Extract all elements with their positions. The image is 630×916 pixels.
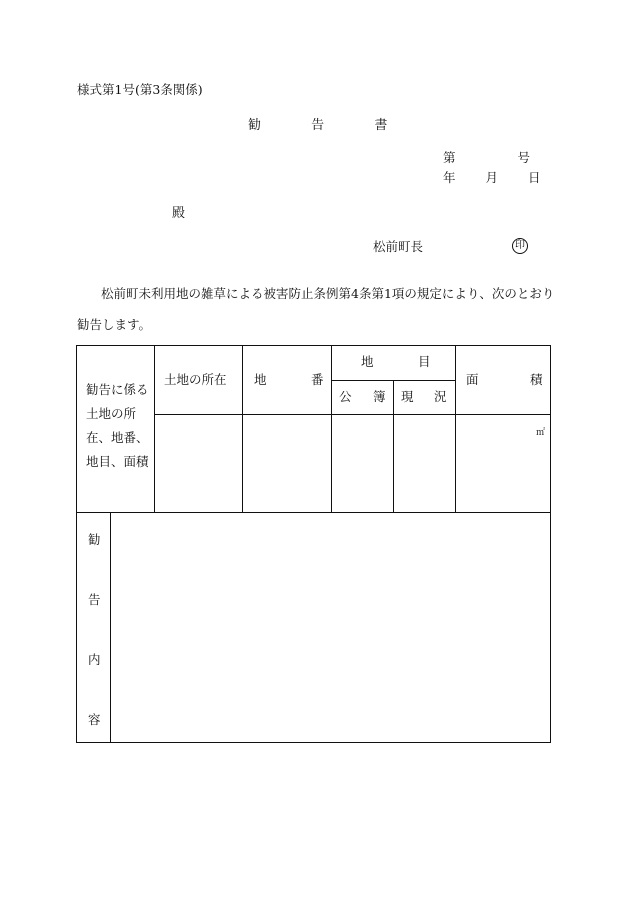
title-char-2: 告: [311, 118, 325, 133]
addressee-honorific: 殿: [172, 206, 186, 221]
row-header-line: 在、地番、: [86, 430, 149, 445]
content-label: [88, 534, 101, 734]
number-suffix: 号: [517, 150, 531, 165]
table-line: [110, 512, 111, 742]
table-line: [455, 346, 456, 512]
document-number: [443, 152, 530, 165]
title-char-3: 書: [374, 118, 388, 133]
col-header-lot-a: 地: [254, 372, 267, 387]
table-header-bottom: [154, 414, 550, 415]
document-date: [443, 172, 541, 185]
row-header-line: 土地の所: [86, 406, 137, 421]
content-label-char: 内: [88, 652, 101, 667]
number-prefix: 第: [443, 150, 456, 165]
table-line: [154, 346, 155, 512]
date-month: 月: [485, 170, 499, 185]
table-line: [331, 346, 332, 512]
sub-header-registry-a: 公: [339, 389, 352, 404]
col-header-location: 土地の所在: [164, 372, 227, 387]
sub-header-actual-b: 況: [434, 389, 447, 404]
notice-body-text: 松前町未利用地の雑草による被害防止条例第4条第1項の規定により、次のとおり勧告します。: [77, 286, 555, 332]
table-divider-content: [77, 512, 550, 513]
table-line: [331, 380, 455, 381]
content-label-char: 勧: [88, 532, 101, 547]
col-header-category-b: 目: [418, 354, 431, 369]
col-header-lot-b: 番: [311, 372, 324, 387]
table-line: [242, 346, 243, 512]
notice-table: [76, 345, 551, 743]
row-header-land-info: [86, 384, 149, 480]
area-unit-label: ㎡: [536, 428, 546, 438]
form-number-label: 様式第1号(第3条関係): [77, 82, 203, 97]
col-header-area-a: 面: [466, 372, 479, 387]
sender-title: 松前町長: [373, 239, 424, 254]
seal-mark: 印: [512, 238, 528, 254]
table-line: [393, 380, 394, 512]
date-year: 年: [443, 170, 456, 185]
content-label-char: 告: [88, 592, 101, 607]
col-header-category-a: 地: [361, 354, 374, 369]
sub-header-registry-b: 簿: [373, 389, 386, 404]
row-header-line: 地目、面積: [86, 454, 149, 469]
document-title: [248, 119, 387, 132]
title-char-1: 勧: [248, 118, 262, 133]
col-header-area-b: 積: [530, 372, 543, 387]
sub-header-actual-a: 現: [401, 389, 414, 404]
content-label-char: 容: [88, 712, 101, 727]
row-header-line: 勧告に係る: [86, 382, 149, 397]
date-day: 日: [528, 170, 541, 185]
